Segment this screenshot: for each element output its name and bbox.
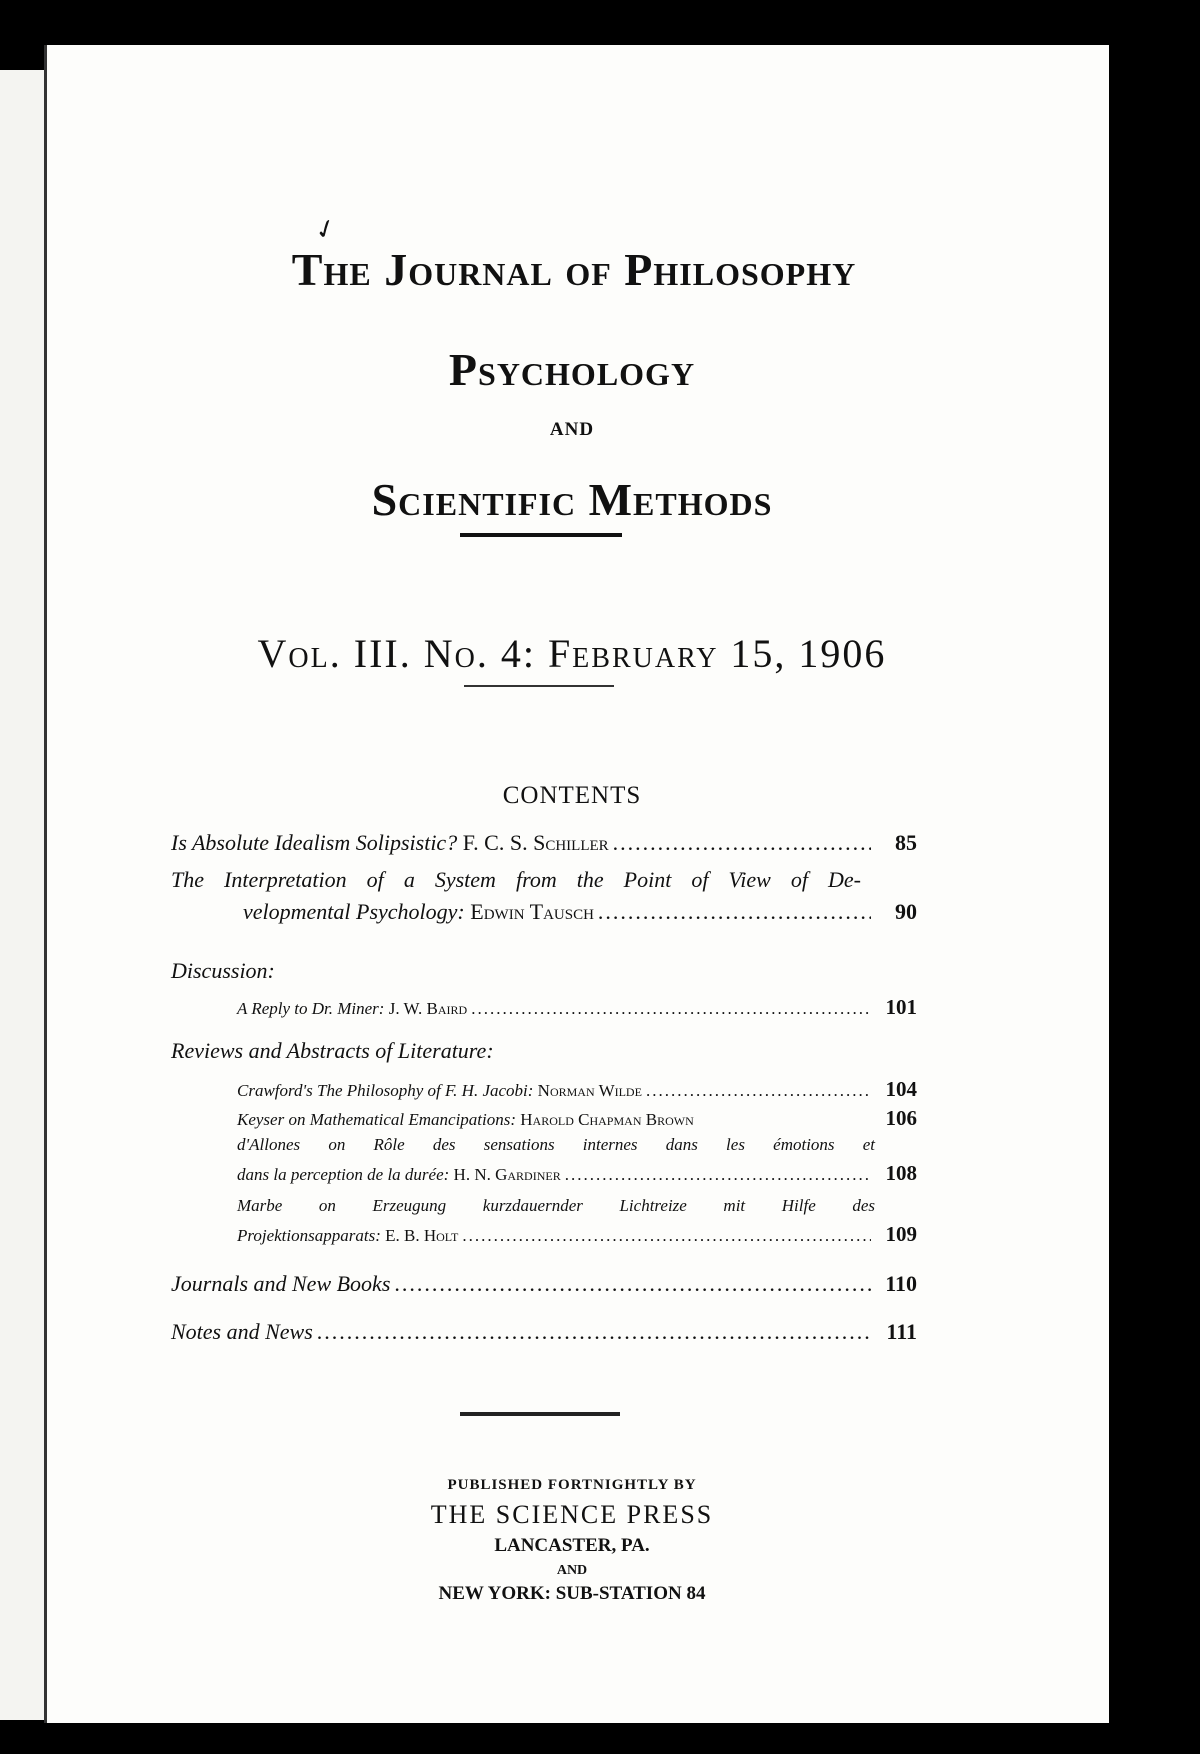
toc-page: 109 bbox=[885, 1222, 917, 1246]
publisher-city: LANCASTER, PA. bbox=[494, 1535, 650, 1556]
toc-title-cont: Projektionsapparats: bbox=[237, 1226, 381, 1245]
journal-title-line2: Psychology bbox=[448, 344, 696, 395]
toc-author: Norman Wilde bbox=[537, 1081, 642, 1100]
toc-title: d'Allones on Rôle des sensations internes dans les émotions et bbox=[237, 1135, 875, 1154]
publisher-city2: NEW YORK: SUB-STATION 84 bbox=[438, 1583, 706, 1604]
publisher-line1: PUBLISHED FORTNIGHTLY BY bbox=[447, 1477, 697, 1493]
toc-entry bbox=[237, 995, 917, 1020]
journal-title-and: AND bbox=[549, 419, 595, 440]
toc-page: 111 bbox=[886, 1319, 917, 1344]
toc-title-cont: dans la perception de la durée: bbox=[237, 1165, 450, 1184]
leader-dots bbox=[613, 830, 871, 856]
issue-line: Vol. III. No. 4: February 15, 1906 bbox=[257, 631, 887, 676]
toc-entry bbox=[237, 1196, 917, 1247]
section-discussion: Discussion: bbox=[171, 958, 275, 983]
leader-dots bbox=[317, 1319, 871, 1345]
toc-title: A Reply to Dr. Miner: bbox=[237, 999, 385, 1018]
toc-page: 108 bbox=[885, 1161, 917, 1185]
toc-page: 104 bbox=[885, 1077, 917, 1101]
toc-entry bbox=[237, 1077, 917, 1102]
title-page bbox=[44, 45, 1109, 1723]
toc-author: E. B. Holt bbox=[385, 1226, 459, 1245]
toc-author: H. N. Gardiner bbox=[453, 1165, 561, 1184]
divider-rule bbox=[460, 1412, 620, 1416]
divider-rule bbox=[460, 533, 622, 537]
publisher-name: THE SCIENCE PRESS bbox=[430, 1500, 714, 1529]
leader-dots bbox=[462, 1226, 871, 1246]
journal-title-line4: Scientific Methods bbox=[371, 474, 773, 525]
section-reviews: Reviews and Abstracts of Literature: bbox=[171, 1038, 494, 1063]
toc-entry bbox=[237, 1135, 917, 1186]
toc-author: Harold Chapman Brown bbox=[520, 1110, 694, 1129]
leader-dots bbox=[646, 1081, 871, 1101]
toc-entry bbox=[237, 1106, 917, 1131]
toc-title: Journals and New Books bbox=[171, 1271, 391, 1296]
leader-dots bbox=[598, 899, 871, 925]
toc-entry bbox=[171, 1319, 917, 1345]
toc-author: F. C. S. Schiller bbox=[462, 830, 609, 855]
toc-title-cont: velopmental Psychology: bbox=[243, 899, 465, 924]
toc-page: 101 bbox=[885, 995, 917, 1019]
toc-author: J. W. Baird bbox=[388, 999, 468, 1018]
divider-rule-thin bbox=[464, 685, 614, 687]
toc-entry bbox=[171, 867, 917, 925]
toc-page: 106 bbox=[885, 1106, 917, 1130]
leader-dots bbox=[471, 999, 871, 1019]
toc-entry bbox=[171, 830, 917, 856]
toc-author: Edwin Tausch bbox=[470, 899, 594, 924]
toc-title: The Interpretation of a System from the Point of View of De- bbox=[171, 867, 861, 892]
toc-title: Crawford's The Philosophy of F. H. Jacobi: bbox=[237, 1081, 534, 1100]
toc-page: 90 bbox=[895, 899, 917, 924]
contents-heading: CONTENTS bbox=[502, 782, 642, 809]
toc-title: Keyser on Mathematical Emancipations: bbox=[237, 1110, 517, 1129]
toc-title: Notes and News bbox=[171, 1319, 313, 1344]
publisher-and: AND bbox=[556, 1563, 588, 1578]
toc-entry bbox=[171, 1271, 917, 1297]
leader-dots bbox=[565, 1165, 871, 1185]
journal-title-line1: The Journal of Philosophy bbox=[291, 244, 857, 295]
toc-title: Is Absolute Idealism Solipsistic? bbox=[171, 830, 458, 855]
pencil-check-mark: ✓ bbox=[310, 212, 341, 247]
toc-page: 110 bbox=[885, 1271, 917, 1296]
toc-title: Marbe on Erzeugung kurzdauernder Lichtreize mit Hilfe des bbox=[237, 1196, 875, 1215]
toc-page: 85 bbox=[895, 830, 917, 855]
leader-dots bbox=[394, 1271, 871, 1297]
